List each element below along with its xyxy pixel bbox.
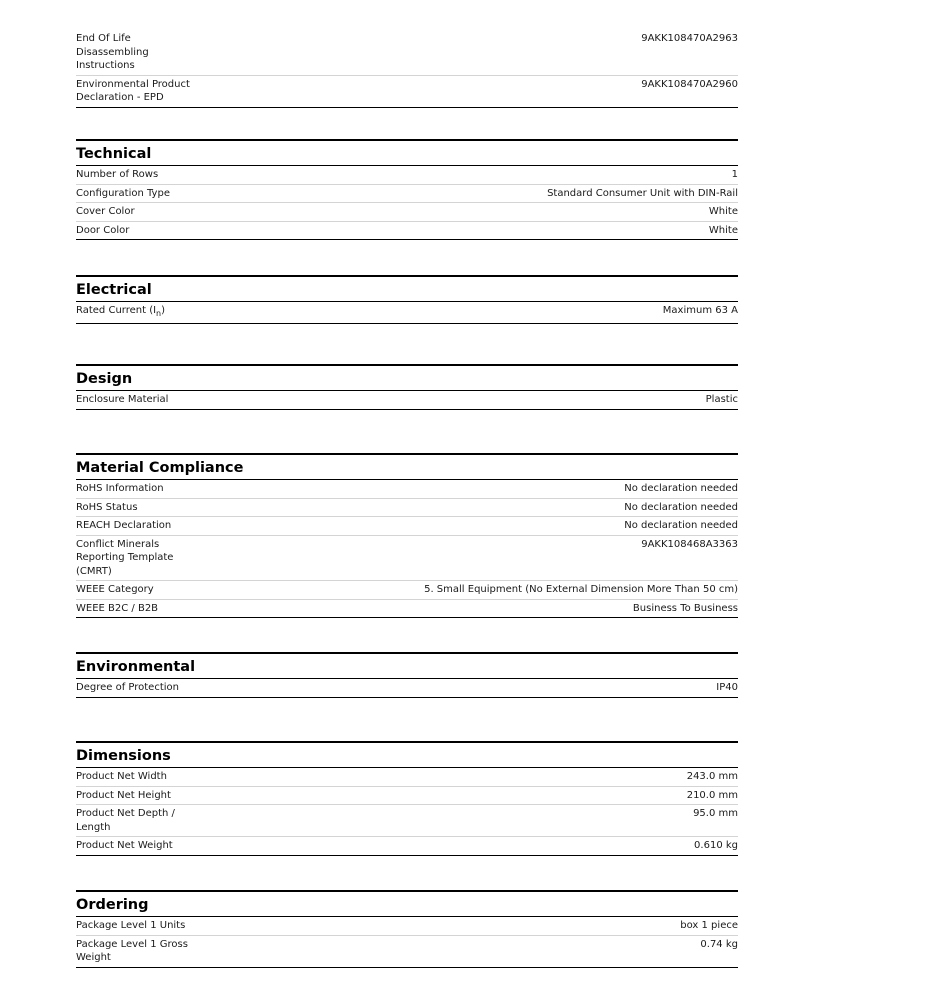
row-value: 9AKK108470A2963: [641, 33, 738, 44]
row-value: 0.610 kg: [694, 840, 738, 851]
table-row: [76, 917, 738, 936]
section-title: Design: [76, 366, 738, 391]
row-value: No declaration needed: [624, 483, 738, 494]
table-row: [76, 499, 738, 518]
row-label: Product Net Width: [76, 771, 167, 782]
table-row: [76, 936, 738, 968]
table-row: [76, 480, 738, 499]
table-row: [76, 185, 738, 204]
row-value: No declaration needed: [624, 501, 738, 513]
design-section: [76, 364, 738, 410]
row-label: Product Net Weight: [76, 840, 173, 851]
row-value: Plastic: [705, 394, 738, 405]
rated-current-label: Rated Current (I: [76, 305, 157, 316]
row-label: REACH Declaration: [76, 520, 172, 531]
row-label: End Of Life Disassembling Instructions: [76, 33, 149, 71]
row-value: No declaration needed: [624, 520, 738, 531]
row-label: Degree of Protection: [76, 682, 179, 693]
row-label: Environmental Product Declaration - EPD: [76, 78, 190, 103]
row-label: WEEE Category: [76, 584, 154, 595]
table-row: [76, 391, 738, 410]
row-label: Package Level 1 Gross Weight: [76, 938, 188, 963]
ordering-section: [76, 890, 738, 968]
row-label: Product Net Height: [76, 789, 171, 801]
section-title: Technical: [76, 141, 738, 166]
material-compliance-section: [76, 453, 738, 618]
section-title: Environmental: [76, 654, 738, 679]
documents-section: [76, 30, 738, 108]
table-row: [76, 222, 738, 241]
section-title: Dimensions: [76, 743, 738, 768]
row-label: [76, 304, 276, 321]
environmental-section: [76, 652, 738, 698]
rated-current-close: ): [161, 305, 166, 316]
row-value: 9AKK108468A3363: [641, 538, 738, 550]
row-label: Product Net Depth / Length: [76, 808, 175, 833]
row-value: 1: [731, 169, 738, 180]
row-label: Configuration Type: [76, 187, 170, 199]
row-value: IP40: [716, 682, 738, 693]
rated-current-subscript: n: [156, 309, 162, 318]
table-row: [76, 837, 738, 856]
table-row: [76, 768, 738, 787]
table-row: [76, 76, 738, 108]
row-value: 5. Small Equipment (No External Dimension More Than 50 cm): [424, 584, 738, 595]
table-row: [76, 679, 738, 698]
table-row: [76, 203, 738, 222]
row-label: RoHS Information: [76, 483, 164, 494]
row-label: WEEE B2C / B2B: [76, 602, 159, 614]
table-row: [76, 30, 738, 76]
row-value: White: [708, 224, 738, 236]
table-row: [76, 805, 738, 837]
row-label: Conflict Minerals Reporting Template (CMRT): [76, 538, 174, 577]
row-value: box 1 piece: [680, 920, 738, 931]
row-value: Standard Consumer Unit with DIN-Rail: [547, 187, 738, 199]
table-row: [76, 536, 738, 582]
row-label: RoHS Status: [76, 501, 138, 513]
table-row: [76, 166, 738, 185]
section-title: Ordering: [76, 892, 738, 917]
row-value: 9AKK108470A2960: [641, 78, 738, 90]
electrical-section: [76, 275, 738, 324]
row-value: 0.74 kg: [700, 938, 738, 950]
row-label: Number of Rows: [76, 169, 159, 180]
row-label: Cover Color: [76, 206, 135, 217]
section-title: Electrical: [76, 277, 738, 302]
row-value: White: [708, 206, 738, 217]
table-row: [76, 302, 738, 324]
dimensions-section: [76, 741, 738, 856]
section-title: Material Compliance: [76, 455, 738, 480]
row-value: 95.0 mm: [693, 808, 738, 819]
row-label: Enclosure Material: [76, 394, 169, 405]
row-value: Maximum 63 A: [662, 305, 738, 316]
row-value: 243.0 mm: [686, 771, 738, 782]
row-value: Business To Business: [632, 602, 738, 614]
row-label: Door Color: [76, 224, 130, 236]
table-row: [76, 581, 738, 600]
row-value: 210.0 mm: [686, 789, 738, 801]
table-row: [76, 600, 738, 619]
row-label: Package Level 1 Units: [76, 920, 186, 931]
technical-section: [76, 139, 738, 240]
table-row: [76, 787, 738, 806]
table-row: [76, 517, 738, 536]
